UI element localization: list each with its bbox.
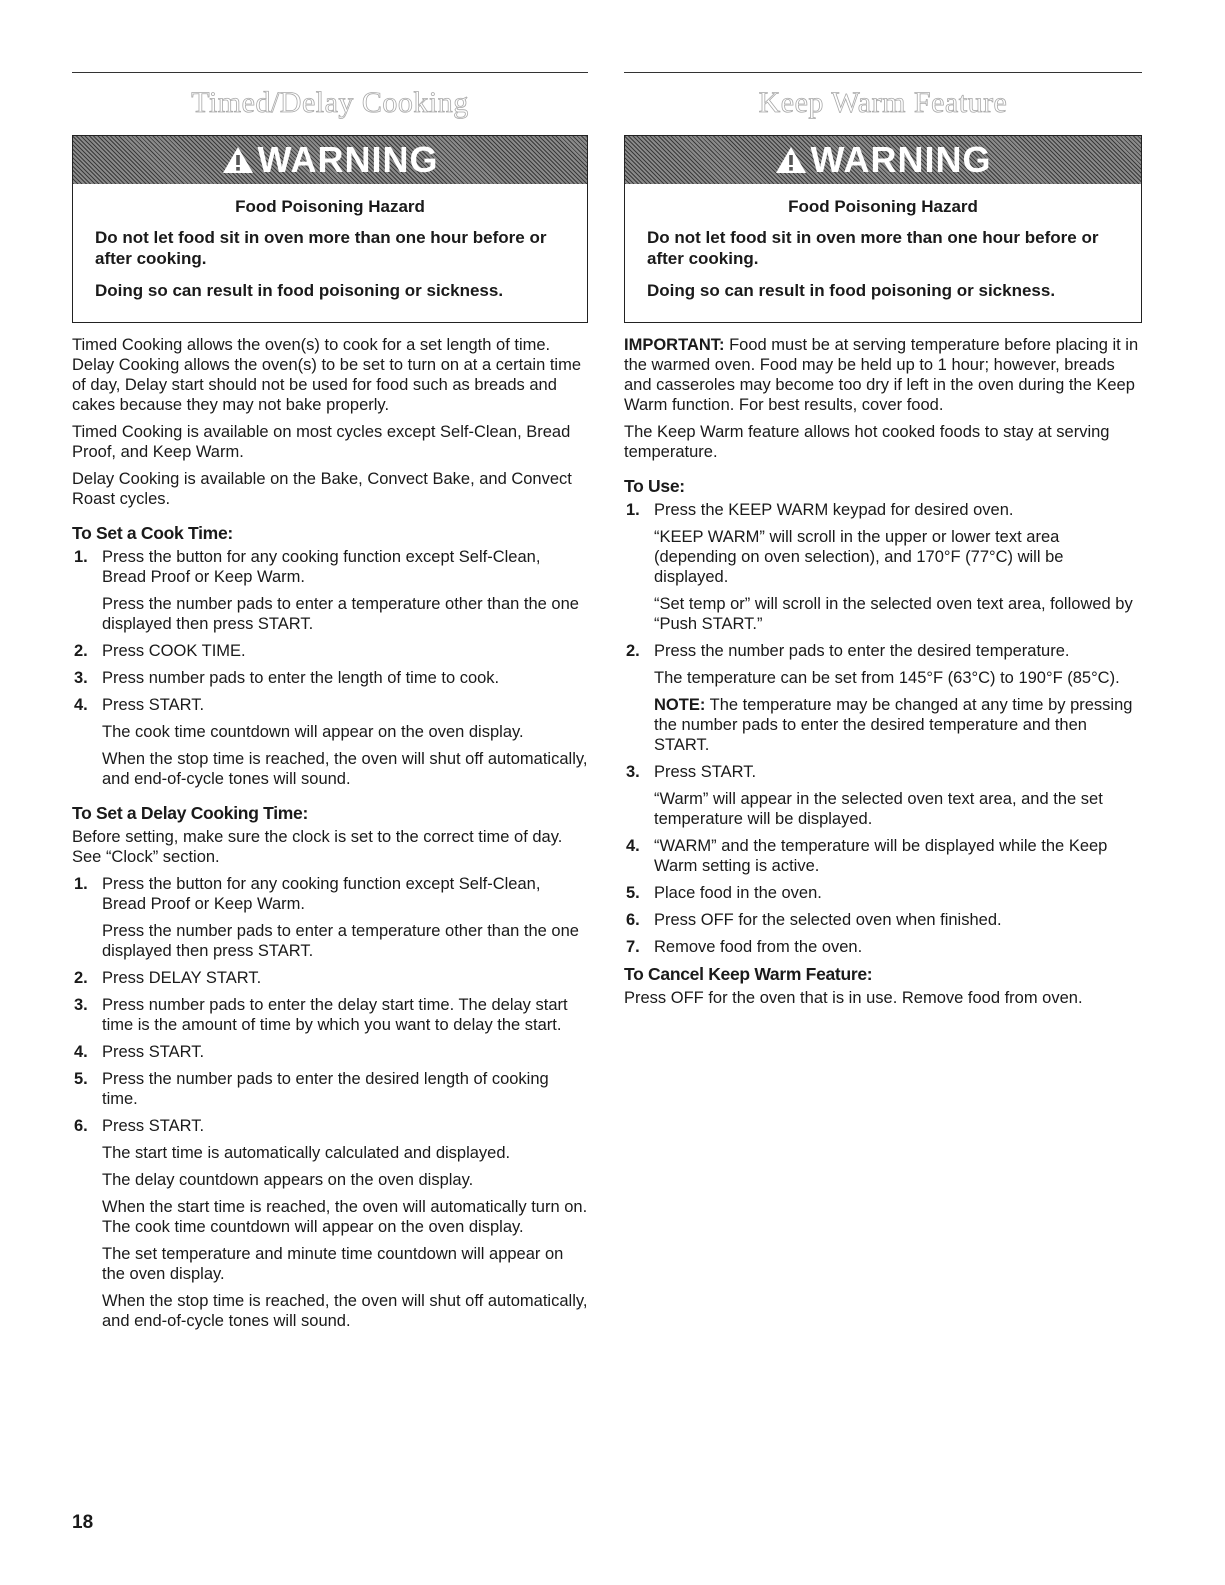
step-number: 1. (74, 875, 88, 893)
important-paragraph (624, 335, 1142, 415)
warning-label: WARNING (257, 139, 439, 180)
top-rule (72, 72, 588, 73)
warning-title (775, 139, 992, 181)
step-number: 6. (74, 1117, 88, 1135)
step-text: Press number pads to enter the length of time to cook. (102, 669, 500, 687)
intro-paragraph: Delay Cooking is available on the Bake, Convect Bake, and Convect Roast cycles. (72, 470, 572, 508)
step-text: Press START. (654, 763, 757, 781)
step-text: Press COOK TIME. (102, 642, 246, 660)
cook-time-steps (72, 547, 588, 789)
step-item (72, 695, 588, 789)
step-item (72, 874, 588, 961)
top-rule (624, 72, 1142, 73)
step-number: 3. (74, 669, 88, 687)
step-item (624, 641, 1142, 755)
step-detail: “Set temp or” will scroll in the selected oven text area, followed by “Push START.” (654, 595, 1133, 633)
to-use-steps (624, 500, 1142, 957)
warning-header (73, 136, 587, 184)
step-detail: The cook time countdown will appear on the oven display. (102, 723, 524, 741)
step-item (624, 500, 1142, 634)
step-item (624, 883, 1142, 903)
warning-box (72, 135, 588, 323)
intro-paragraph: Timed Cooking is available on most cycles except Self-Clean, Bread Proof, and Keep Warm. (72, 423, 571, 461)
step-text: Press the number pads to enter the desired temperature. (654, 642, 1070, 660)
step-text: Press START. (102, 696, 205, 714)
step-number: 2. (74, 969, 88, 987)
warning-box (624, 135, 1142, 323)
step-note (654, 695, 1142, 755)
warning-body (73, 184, 587, 322)
warning-line: Doing so can result in food poisoning or sickness. (95, 281, 504, 300)
step-detail: The set temperature and minute time countdown will appear on the oven display. (102, 1245, 564, 1283)
step-text: “WARM” and the temperature will be displayed while the Keep Warm setting is active. (654, 837, 1108, 875)
step-item (72, 547, 588, 634)
section-title: Timed/Delay Cooking (191, 86, 469, 119)
step-item (72, 995, 588, 1035)
step-number: 6. (626, 911, 640, 929)
warning-line: Doing so can result in food poisoning or sickness. (647, 281, 1056, 300)
step-number: 7. (626, 938, 640, 956)
note-text: The temperature may be changed at any time by pressing the number pads to enter the desired temperature and then START. (654, 696, 1133, 754)
step-number: 2. (74, 642, 88, 660)
step-number: 2. (626, 642, 640, 660)
step-item (624, 836, 1142, 876)
step-number: 1. (626, 501, 640, 519)
step-item (624, 937, 1142, 957)
step-text: Place food in the oven. (654, 884, 822, 902)
step-item (624, 910, 1142, 930)
step-detail: When the stop time is reached, the oven will shut off automatically, and end-of-cycle tones will sound. (102, 750, 588, 788)
step-item (72, 1042, 588, 1062)
step-text: Press OFF for the selected oven when finished. (654, 911, 1002, 929)
intro-paragraph: Timed Cooking allows the oven(s) to cook for a set length of time. Delay Cooking allows the oven(s) to be set to turn on at a certain time of day, Delay start should not be used for food such as breads and cakes because they may not bake properly. (72, 336, 582, 414)
step-number: 5. (74, 1070, 88, 1088)
step-item (72, 641, 588, 661)
important-text: Food must be at serving temperature before placing it in the warmed oven. Food may be held up to 1 hour; however, breads and casseroles may become too dry if left in the oven during the Keep Warm function. For best results, cover food. (624, 336, 1139, 414)
warning-line: Do not let food sit in oven more than one hour before or after cooking. (95, 228, 547, 268)
warning-label: WARNING (810, 139, 992, 180)
to-use-heading: To Use: (624, 476, 685, 496)
step-text: Press the button for any cooking function except Self-Clean, Bread Proof or Keep Warm. (102, 548, 541, 586)
note-label: NOTE: (654, 696, 706, 714)
step-number: 4. (626, 837, 640, 855)
step-text: Press DELAY START. (102, 969, 262, 987)
warning-body (625, 184, 1141, 322)
step-text: Press number pads to enter the delay start time. The delay start time is the amount of time by which you want to delay the start. (102, 996, 568, 1034)
cook-time-heading: To Set a Cook Time: (72, 523, 233, 543)
step-detail: “Warm” will appear in the selected oven text area, and the set temperature will be displayed. (654, 790, 1103, 828)
step-item (624, 762, 1142, 829)
feature-paragraph: The Keep Warm feature allows hot cooked foods to stay at serving temperature. (624, 423, 1110, 461)
important-label: IMPORTANT: (624, 336, 725, 354)
left-column (72, 72, 588, 1338)
step-number: 1. (74, 548, 88, 566)
step-text: Press START. (102, 1043, 205, 1061)
warning-header (625, 136, 1141, 184)
step-item (72, 1069, 588, 1109)
warning-hazard: Food Poisoning Hazard (788, 197, 978, 216)
cancel-text: Press OFF for the oven that is in use. Remove food from oven. (624, 989, 1083, 1007)
step-number: 3. (74, 996, 88, 1014)
step-item (72, 968, 588, 988)
step-detail: The start time is automatically calculated and displayed. (102, 1144, 511, 1162)
step-number: 3. (626, 763, 640, 781)
step-detail: When the stop time is reached, the oven will shut off automatically, and end-of-cycle tones will sound. (102, 1292, 588, 1330)
step-number: 4. (74, 1043, 88, 1061)
cancel-heading: To Cancel Keep Warm Feature: (624, 964, 873, 984)
step-detail: Press the number pads to enter a temperature other than the one displayed then press START. (102, 922, 579, 960)
step-text: Press START. (102, 1117, 205, 1135)
step-text: Press the button for any cooking function except Self-Clean, Bread Proof or Keep Warm. (102, 875, 541, 913)
step-text: Press the KEEP WARM keypad for desired oven. (654, 501, 1014, 519)
step-text: Press the number pads to enter the desired length of cooking time. (102, 1070, 549, 1108)
step-detail: The delay countdown appears on the oven display. (102, 1171, 474, 1189)
step-number: 5. (626, 884, 640, 902)
delay-heading: To Set a Delay Cooking Time: (72, 803, 309, 823)
warning-triangle-icon (222, 145, 254, 175)
section-title: Keep Warm Feature (758, 86, 1008, 119)
page-number: 18 (72, 1512, 94, 1533)
warning-hazard: Food Poisoning Hazard (235, 197, 425, 216)
step-detail: The temperature can be set from 145°F (63°C) to 190°F (85°C). (654, 669, 1120, 687)
delay-steps (72, 874, 588, 1331)
step-detail: “KEEP WARM” will scroll in the upper or lower text area (depending on oven selection), and 170°F (77°C) will be displayed. (654, 528, 1064, 586)
step-detail: When the start time is reached, the oven will automatically turn on. The cook time countdown will appear on the oven display. (102, 1198, 588, 1236)
step-number: 4. (74, 696, 88, 714)
step-text: Remove food from the oven. (654, 938, 863, 956)
warning-triangle-icon (775, 145, 807, 175)
step-detail: Press the number pads to enter a temperature other than the one displayed then press START. (102, 595, 579, 633)
warning-title (222, 139, 439, 181)
warning-line: Do not let food sit in oven more than one hour before or after cooking. (647, 228, 1099, 268)
step-item (72, 668, 588, 688)
delay-intro: Before setting, make sure the clock is set to the correct time of day. See “Clock” section. (72, 828, 563, 866)
right-column (624, 72, 1142, 1015)
step-item (72, 1116, 588, 1331)
